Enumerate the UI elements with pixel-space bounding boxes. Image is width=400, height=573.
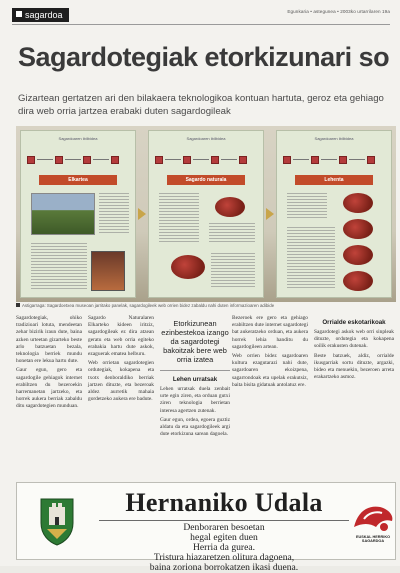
panel-text [287,227,335,289]
slogan-line: Tristura hiazaretzen olitura dagoena, [153,552,295,563]
exhibit-photo [16,126,396,302]
ad-divider [99,520,349,521]
bottle-photo [91,251,125,291]
exhibit-panel-1 [20,130,136,298]
advertisement [16,482,396,573]
exhibit-panel-2 [148,130,264,298]
panel-title: Sagardoaren ibilbidea [314,136,354,141]
apple-photo [215,197,245,217]
article-subhead: Gizartean gertatzen ari den bilakaera teknologikoa kontuan hartuta, geroz eta gehiago dira web orria jartzea erabaki duten sagardogileak [18,93,384,117]
header-divider [12,24,390,25]
ad-title: Hernaniko Udala [125,488,323,517]
paragraph: Lehen urratsak duela zenbait urte egin ziren, eta orduan gutxi ziren teknologia berrietan interesa agertzen zutenak. [160,386,230,414]
slogan-line: baina zoriona borrokatzen ikasi duena. [149,562,299,573]
paragraph: Beste batzuek, aldiz, orrialde ikusgarriak sortu dituzte, argazki, bideo eta menuekin, bezeroen arreta erakartzeko asmoz. [314,352,394,381]
cider-logo-icon [350,501,396,535]
apple-photo [343,193,373,213]
panel-text [211,253,255,289]
process-chain-icon [155,155,257,165]
paragraph: Web orrien bidez sagardoaren kultura ezagutarazi nahi dute, sagardoaren ekoizpena, sagarrondoak eta upelak erakutsiz, baita bisita gidatuak antolatuz ere. [232,353,308,388]
logo-caption: EUSKAL HERRIKO SAGARDOA [355,535,391,544]
panel-text [209,223,255,243]
paragraph: Gaur egun, gero eta sagardogile gehiagok internet erabiltzen du bezeroekin harremanetan jartzeko, eta horrek aukera berriak zabaldu ditu sagardotegien munduan. [16,367,82,410]
section-tag [12,8,69,22]
apple-photo [343,245,373,265]
header-info: Egunkaria • astegunea • 2003ko urtarrilaren 19a [287,9,390,14]
square-icon [16,303,20,307]
panel-title: Sagardoaren ibilbidea [186,136,226,141]
caption-text: Astigarraga: Sagardoetxea museoan jarritako panelak, sagardogileek web orrien bidez zabaldu nahi duten informazioaren adibide [22,303,275,308]
paragraph: Bezeroek ere gero eta gehiago erabiltzen dute internet sagardotegi bat aukeratzeko orduan, eta aukera horrek lehia handitu du sagardogileen artean. [232,315,308,350]
panel-banner: Elkartea [39,175,117,185]
panel-text [159,193,199,243]
paragraph: Gaur egun, ordea, egoera guztiz aldatu da eta sagardogileek argi dute etorkizuna sarean dagoela. [160,416,230,438]
apple-photo [343,271,373,291]
panel-banner: Sagardo naturala [167,175,245,185]
square-icon [16,11,22,17]
text-column-5 [314,315,394,383]
process-chain-icon [283,155,385,165]
panel-text [287,193,327,219]
slogan-line: Herria da gurea. [192,542,256,553]
apple-photo [343,219,373,239]
slogan-line: hegal egiten duen [190,532,258,543]
paragraph: Sagardo Naturalaren Elkarteko kideen iritziz, sagardogileak ez dira atzean geratu eta web orria egiteko erabakia hartu dute askok, ezaguerak ematea helburu. [88,315,154,358]
column-heading: Lehen urratsak [172,376,218,383]
apple-photo [171,255,205,279]
section-label: sagardoa [25,10,63,20]
text-column-3 [160,315,230,440]
panel-text [31,243,87,291]
arrow-right-icon [266,208,274,220]
slogan-line: Denboraren besoetan [183,522,265,533]
panel-text [99,193,129,233]
panel-banner: Lehenta [295,175,373,185]
column-heading: Orrialde eskotarikoak [322,319,386,326]
orchard-photo [31,193,95,235]
paragraph: Sagardotegiak, ohiko tradizioari lotuta, mendeetan zehar bizirik iraun dute, baina azken urteetan gizarteko beste arlo batzuetan bezala, teknologia berriek mundu honetan ere lekua hartu dute. [16,315,82,365]
paragraph: Web orrietan sagardotegien ordutegiak, kokapena eta txotx denboraldiko berriak jartzen dituzte, eta bezeroak aldez aurretik mahaia gordetzeko aukera ere badute. [88,360,154,403]
text-column-1 [16,315,82,413]
pull-quote: Etorkizunean ezinbestekoa izango da sagardotegi bakoitzak bere web orria izatea [160,315,230,371]
photo-caption [16,303,396,308]
process-chain-icon [27,155,129,165]
text-column-4 [232,315,308,391]
paragraph: Sagardotegi askok web orri sinpleak dituzte, ordutegia eta kokapena soilik erakusten dutenak. [314,329,394,350]
coat-of-arms-icon [37,493,77,547]
ad-slogan [99,523,349,573]
panel-title: Sagardoaren ibilbidea [58,136,98,141]
exhibit-panel-3 [276,130,392,298]
arrow-right-icon [138,208,146,220]
text-column-2 [88,315,154,405]
page-title: Sagardotegiak etorkizunari so [18,42,390,72]
